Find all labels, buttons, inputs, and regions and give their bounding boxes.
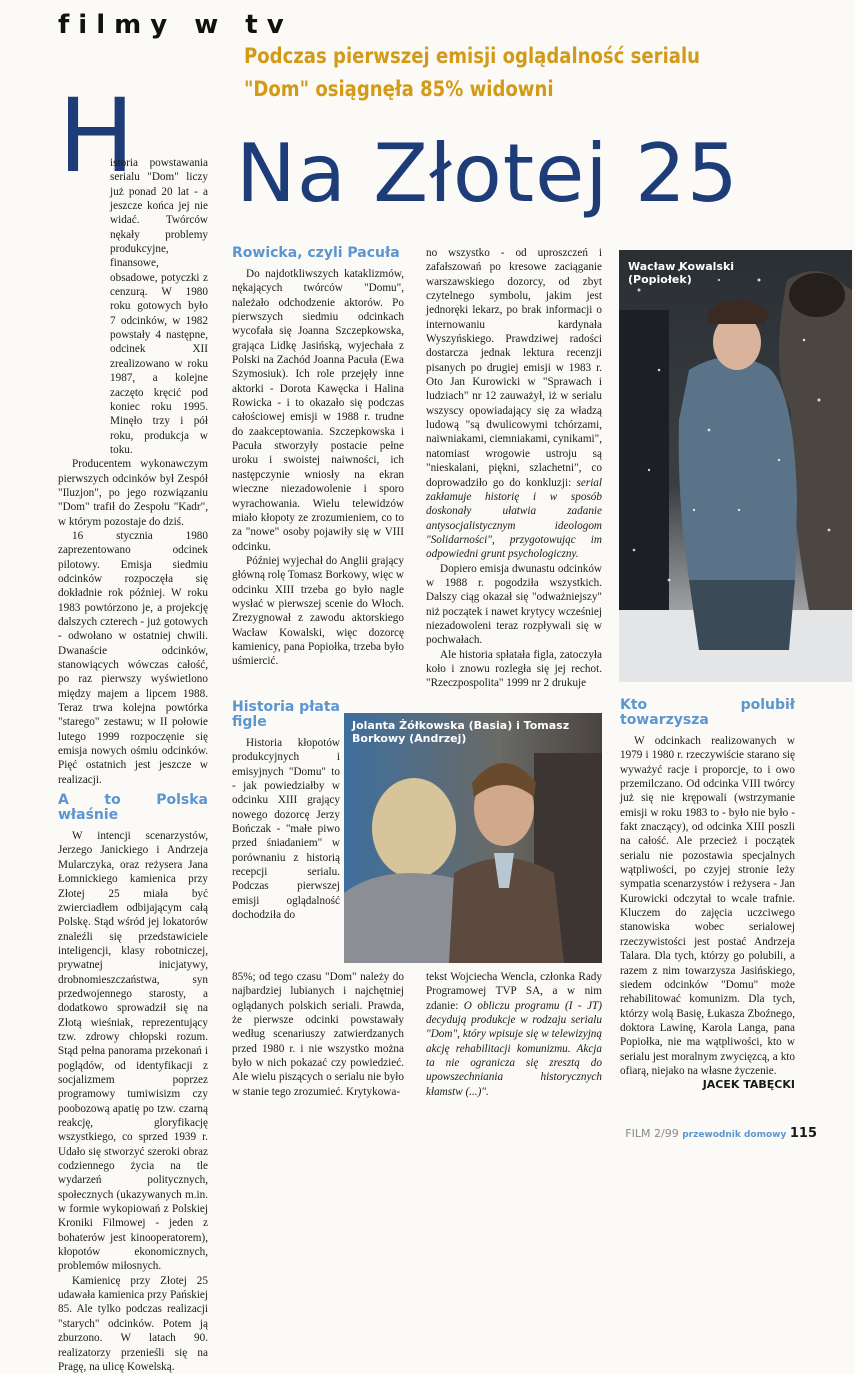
paragraph: 16 stycznia 1980 zaprezentowano odcinek pilotowy. Emisja siedmiu odcinków rozpoczęła się dokładnie rok później. W roku 1983 powtórzono je, a projekcję dalszych czterech - już gotowych - odwołano w ostatniej chwili. Dwanaście odcinków, stanowiących wówczas całość, po raz pierwszy wyświetlono między majem a lipcem 1988. Teraz trwa kolejna powtórka "starego" zestawu; w II połowie lutego 1999 rozpoczęnie się emisja nowych ośmiu odcinków. Pięć ostatnich jest jeszcze w realizacji. bbox=[58, 529, 208, 786]
paragraph: Do najdotkliwszych kataklizmów, nękających twórców "Domu", należało odchodzenie aktorów. Po pierwszych siedmiu odcinkach wycofała się Joanna Szczepkowska, grająca Lidkę Jasińską, wyjechała z Polski na Zachód Joanna Pacuła (Ewa Szymosiuk). Ich role przejęły inne aktorki - Dorota Kawęcka i Halina Rowicka - i to okazało się podczas całościowej emisji w 1988 r. trudne do zaakceptowania. Szczepkowska i Pacuła stworzyły postacie pełne uroku i swoistej naiwności, ich następczynie wniosły na ekran wieczne niezadowolenie i sporo wyrachowania. Wielu telewidzów miało kłopoty ze zrozumieniem, co to za "nowe" osoby pojawiły się w VIII odcinku. bbox=[232, 268, 404, 553]
photo-basia-andrzej bbox=[344, 713, 602, 963]
subheading: Rowicka, czyli Pacuła bbox=[232, 245, 400, 261]
quote-italic: O obliczu programu (I - JT) decydują produkcje w rodzaju serialu "Dom", który wpisuje się w telewizyjną akcję rehabilitacji komunizmu. Akcja ta nie ogranicza się zresztą do upowszechniania historycznych kłamstw (...)". bbox=[426, 999, 603, 1098]
subheading: A to Polska właśnie bbox=[58, 792, 208, 824]
subheading: Kto polubił towarzysza bbox=[620, 697, 795, 728]
paragraph: Później wyjechał do Anglii grający główną rolę Tomasz Borkowy, więc w odcinku XIII trzeba go było nagle wysłać w pierwszej scenie do Włoch. Zrezygnował z zawodu aktorskiego Wacław Kowalski, więc dozorcę kamienicy, pana Popiołka, trzeba było uśmiercić. bbox=[232, 554, 404, 668]
footer-issue: 2/99 bbox=[654, 1127, 679, 1140]
subheading: Historia płata figle bbox=[232, 699, 340, 730]
paragraph: no wszystko - od uproszczeń i zafałszowań po kresowe zaciąganie warszawskiego dozorcy, od zbyt czytelnego symbolu, jakim jest jednoręki lekarz, po brak informacji o internowaniu kardynała Wyszyńskiego. Prawdziwej radości dostarcza jednak lektura recenzji pisanych po drugiej emisji w 1983 r. Oto Jan Kurowicki w "Sprawach i ludziach" nr 12 zauważył, iż w serialu wszyscy opowiadający się za władzą ludową "są dwulicowymi tchórzami, naiwniakami, ciemniakami, cynikami", natomiast wrogowie ustroju są "nieskalani, piękni, szlachetni", co doprowadziło go do konkluzji: bbox=[426, 247, 602, 489]
column-2-bottom bbox=[232, 970, 404, 1099]
photo-popiolek-image bbox=[619, 250, 852, 682]
photo-caption: Jolanta Żółkowska (Basia) i Tomasz Borkowy (Andrzej) bbox=[352, 719, 570, 745]
paragraph: istoria powstawania serialu "Dom" liczy już ponad 20 lat - a jeszcze końca jej nie widać. Twórców nękały problemy produkcyjne, finansowe, obsadowe, potyczki z cenzurą. W 1980 roku gotowych było 7 odcinków, w 1982 powstały 4 następne, odcinek XII zrealizowano w roku 1987, a kolejne zaczęto kręcić pod koniec roku 1995. Minęło trzy i pół roku, produkcja w toku. bbox=[110, 157, 208, 456]
paragraph: Kamienicę przy Złotej 25 udawała kamienica przy Pańskiej 85. Ale tylko podczas realizacji "starych" odcinków. Potem ją zburzono. W latach 90. realizatorzy przenieśli się na Pragę, na ulicę Kowelską. bbox=[58, 1274, 208, 1373]
column-3 bbox=[426, 246, 602, 691]
kicker: Podczas pierwszej emisji oglądalność serialu "Dom" osiągnęła 85% widowni bbox=[244, 44, 701, 101]
column-2 bbox=[232, 246, 404, 669]
column-3-bottom bbox=[426, 970, 602, 1099]
drop-cap: H bbox=[58, 77, 135, 196]
page-footer bbox=[625, 1126, 817, 1141]
section-label: filmy w tv bbox=[58, 10, 293, 40]
photo-basia-andrzej-image bbox=[344, 713, 602, 963]
footer-brand: przewodnik domowy bbox=[682, 1130, 787, 1140]
paragraph: tekst Wojciecha Wencla, członka Rady Programowej TVP SA, a w nim zdanie: bbox=[426, 971, 602, 1012]
paragraph: Ale historia spłatała figla, zatoczyła koło i znowu rozległa się jej rechot. "Rzeczpospolita" 1999 nr 2 drukuje bbox=[426, 648, 602, 690]
page-number: 115 bbox=[789, 1126, 817, 1141]
photo-caption: Wacław Kowalski (Popiołek) bbox=[628, 260, 735, 286]
paragraph: Historia kłopotów produkcyjnych i emisyjnych "Domu" to - jak powiedziałby w odcinku XIII grający nowego dozorcę Jerzy Bończak - "małe piwo przed śniadaniem" w porównaniu z historią recepcji serialu. Podczas pierwszej emisji oglądalność dochodziła do bbox=[232, 737, 340, 922]
headline: Na Złotej 25 bbox=[236, 127, 739, 220]
column-4 bbox=[620, 698, 795, 1093]
byline: JACEK TABĘCKI bbox=[702, 1078, 795, 1092]
column-2-lower bbox=[232, 700, 340, 922]
column-1 bbox=[58, 156, 208, 1374]
paragraph: Dopiero emisja dwunastu odcinków w 1988 r. pogodziła wszystkich. Dalszy ciąg okazał się "odważniejszy" niż początek i nawet krytycy wcześniej niezadowoleni teraz rozpływali się w pochwałach. bbox=[426, 562, 602, 647]
paragraph: 85%; od tego czasu "Dom" należy do najbardziej lubianych i najchętniej oglądanych polskich seriali. Prawda, że pierwsze odcinki powstawały według scenariuszy zatwierdzanych przed 1980 r. i nie wszystko można było w nich pokazać czy powiedzieć. Ale wielu piszących o serialu nie było w stanie tego zrozumieć. Krytykowa- bbox=[232, 971, 404, 1098]
paragraph: W intencji scenarzystów, Jerzego Janickiego i Andrzeja Mularczyka, oraz reżysera Jana Łomnickiego kamienica przy Złotej 25 miała być zwierciadłem odbijającym całą Polskę. Stąd wśród jej lokatorów znaleźli się przedstawiciele inteligencji, klasy robotniczej, prywatnej inicjatywy, drobnomieszczaństwa, syn przedwojennego starosty, a dodatkowo sprowadził się na Złotą wieśniak, reprezentujący tzw. zdrowy chłopski rozum. Stąd pełna panorama przekonań i poglądów, od identyfikacji z socjalizmem poprzez programowy tumiwisizm czy poobozową apatię po tzw. czarną reakcję, gloryfikację wszystkiego, co sprzed 1939 r. Udało się stworzyć szeroki obraz codziennego życia na tle wydarzeń politycznych, społecznych (ukazywanych m.in. w formie wykopiowań z Polskiej Kroniki Filmowej - jeden z bohaterów jest kinooperatorem), kłopotów ekonomicznych, problemów miłosnych. bbox=[58, 830, 208, 1273]
paragraph: Producentem wykonawczym pierwszych odcinków był Zespół "Iluzjon", po jego rozwiązaniu "Dom" trafił do Zespołu "Kadr", w którym pozostaje do dziś. bbox=[58, 458, 208, 528]
paragraph: W odcinkach realizowanych w 1979 i 1980 r. rzeczywiście starano się wyważyć racje i proporcje, to i owo przemilczano. Od odcinka VIII twórcy już się nie krępowali (wstrzymanie emisji w roku 1983 to - było nie było - fakt znaczący), od odcinka XIII poszli na całość. Ale przecież i początek serialu nie pozostawia specjalnych wątpliwości, po czyjej stronie leży sympatia scenarzystów i reżysera - Jan Kurowicki odczytał to wcale trafnie. Kluczem do zajęcia uczciwego stanowiska wobec serialowej rzeczywistości jest postać Andrzeja Talara. Dla tych, którzy go polubili, a razem z nim towarzysza Jasińskiego, siedem odcinków "Domu" może rehabilitować komunizm. Dla tych, którzy wolą Basię, Łukasza Zboźnego, doktora Lawinę, Karola Langa, pana Popiołka, nie ma wątpliwości, kto w serialu jest moralnym zwycięzcą, a kto ofiarą, niejako na własne życzenie. bbox=[620, 735, 795, 1077]
footer-magazine: FILM bbox=[625, 1127, 651, 1140]
photo-popiolek bbox=[619, 250, 852, 682]
quote-italic: serial zakłamuje historię i w sposób doskonały ułatwia zadanie antysocjalistycznym ideologom "Solidarności", przygotowując im odpowiedni grunt psychologiczny. bbox=[426, 476, 602, 561]
